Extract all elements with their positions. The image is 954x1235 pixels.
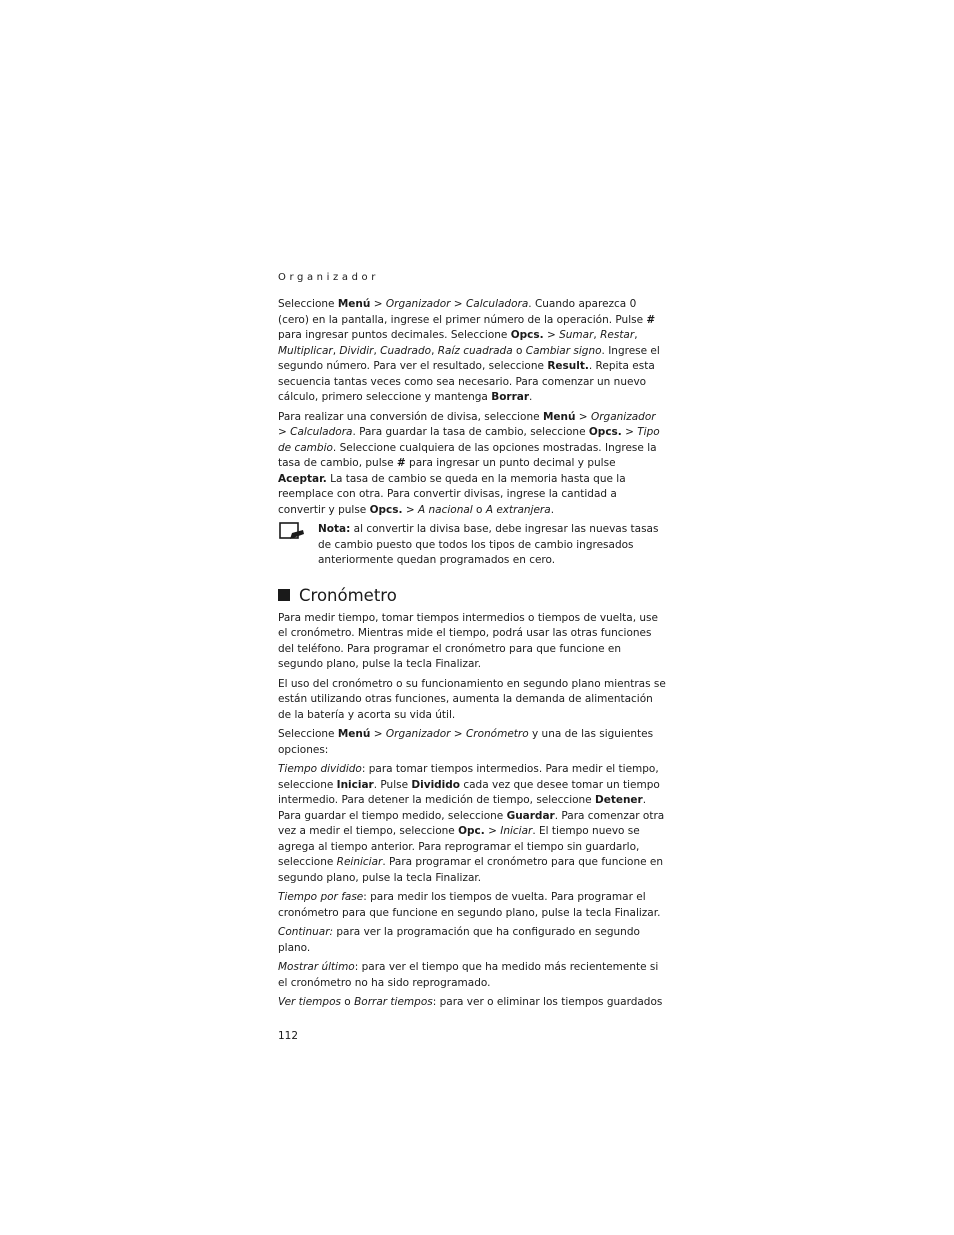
option-ver-borrar-tiempos: Ver tiempos o Borrar tiempos: para ver o eliminar los tiempos guardados [278, 996, 663, 1008]
section-bullet-icon [278, 589, 290, 601]
option-mostrar-ultimo: Mostrar último: para ver el tiempo que ha medido más recientemente si el cronómetro no ha sido reprogramado. [278, 961, 659, 989]
option-tiempo-dividido: Tiempo dividido: para tomar tiempos intermedios. Para medir el tiempo, seleccione Iniciar. Pulse Dividido cada vez que desee tomar un tiempo intermedio. Para detener la medición de tiempo, seleccione Detener. Para guardar el tiempo medido, seleccione Guardar. Para comenzar otra vez a medir el tiempo, seleccione Opc. > Iniciar. El tiempo nuevo se agrega al tiempo anterior. Para reprogramar el tiempo sin guardarlo, seleccione Reiniciar. Para programar el cronómetro para que funcione en segundo plano, pulse la tecla Finalizar. [278, 763, 665, 884]
note-pencil-icon [279, 522, 305, 542]
document-page [278, 272, 666, 1042]
option-tiempo-por-fase: Tiempo por fase: para medir los tiempos de vuelta. Para programar el cronómetro para que funcione en segundo plano, pulse la tecla Finalizar. [278, 891, 661, 919]
calculator-paragraph-2: Para realizar una conversión de divisa, seleccione Menú > Organizador > Calculadora. Para guardar la tasa de cambio, seleccione Opcs. > Tipo de cambio. Seleccione cualquiera de las opciones mostradas. Ingrese la tasa de cambio, pulse # para ingresar un punto decimal y pulse Aceptar. La tasa de cambio se queda en la memoria hasta que la reemplace con otra. Para convertir divisas, ingrese la cantidad a convertir y pulse Opcs. > A nacional o A extranjera. [278, 410, 660, 516]
section-heading [278, 586, 666, 605]
calculator-paragraph-1: Seleccione Menú > Organizador > Calculadora. Cuando aparezca 0 (cero) en la pantalla, ingrese el primer número de la operación. Pulse # para ingresar puntos decimales. Seleccione Opcs. > Sumar, Restar, Multiplicar, Dividir, Cuadrado, Raíz cuadrada o Cambiar signo. Ingrese el segundo número. Para ver el resultado, seleccione Result.. Repita esta secuencia tantas veces como sea necesario. Para comenzar un nuevo cálculo, primero seleccione y mantenga Borrar. [278, 298, 660, 403]
page-number: 112 [278, 1029, 299, 1042]
stopwatch-paragraph-1: Para medir tiempo, tomar tiempos intermedios o tiempos de vuelta, use el cronómetro. Mientras mide el tiempo, podrá usar las otras funciones del teléfono. Para programar el cronómetro para que funcione en segundo plano, pulse la tecla Finalizar. [278, 611, 658, 670]
section-title: Cronómetro [299, 585, 397, 605]
running-header: Organizador [278, 272, 379, 283]
stopwatch-paragraph-2: El uso del cronómetro o su funcionamiento en segundo plano mientras se están utilizando otras funciones, aumenta la demanda de alimentación de la batería y acorta su vida útil. [278, 677, 666, 721]
option-continuar: Continuar: para ver la programación que ha configurado en segundo plano. [278, 926, 640, 954]
note-text: Nota: al convertir la divisa base, debe ingresar las nuevas tasas de cambio puesto que todos los tipos de cambio ingresados anteriormente quedan programados en cero. [318, 523, 659, 566]
note-block [278, 522, 666, 569]
stopwatch-paragraph-3: Seleccione Menú > Organizador > Cronómetro y una de las siguientes opciones: [278, 728, 654, 756]
